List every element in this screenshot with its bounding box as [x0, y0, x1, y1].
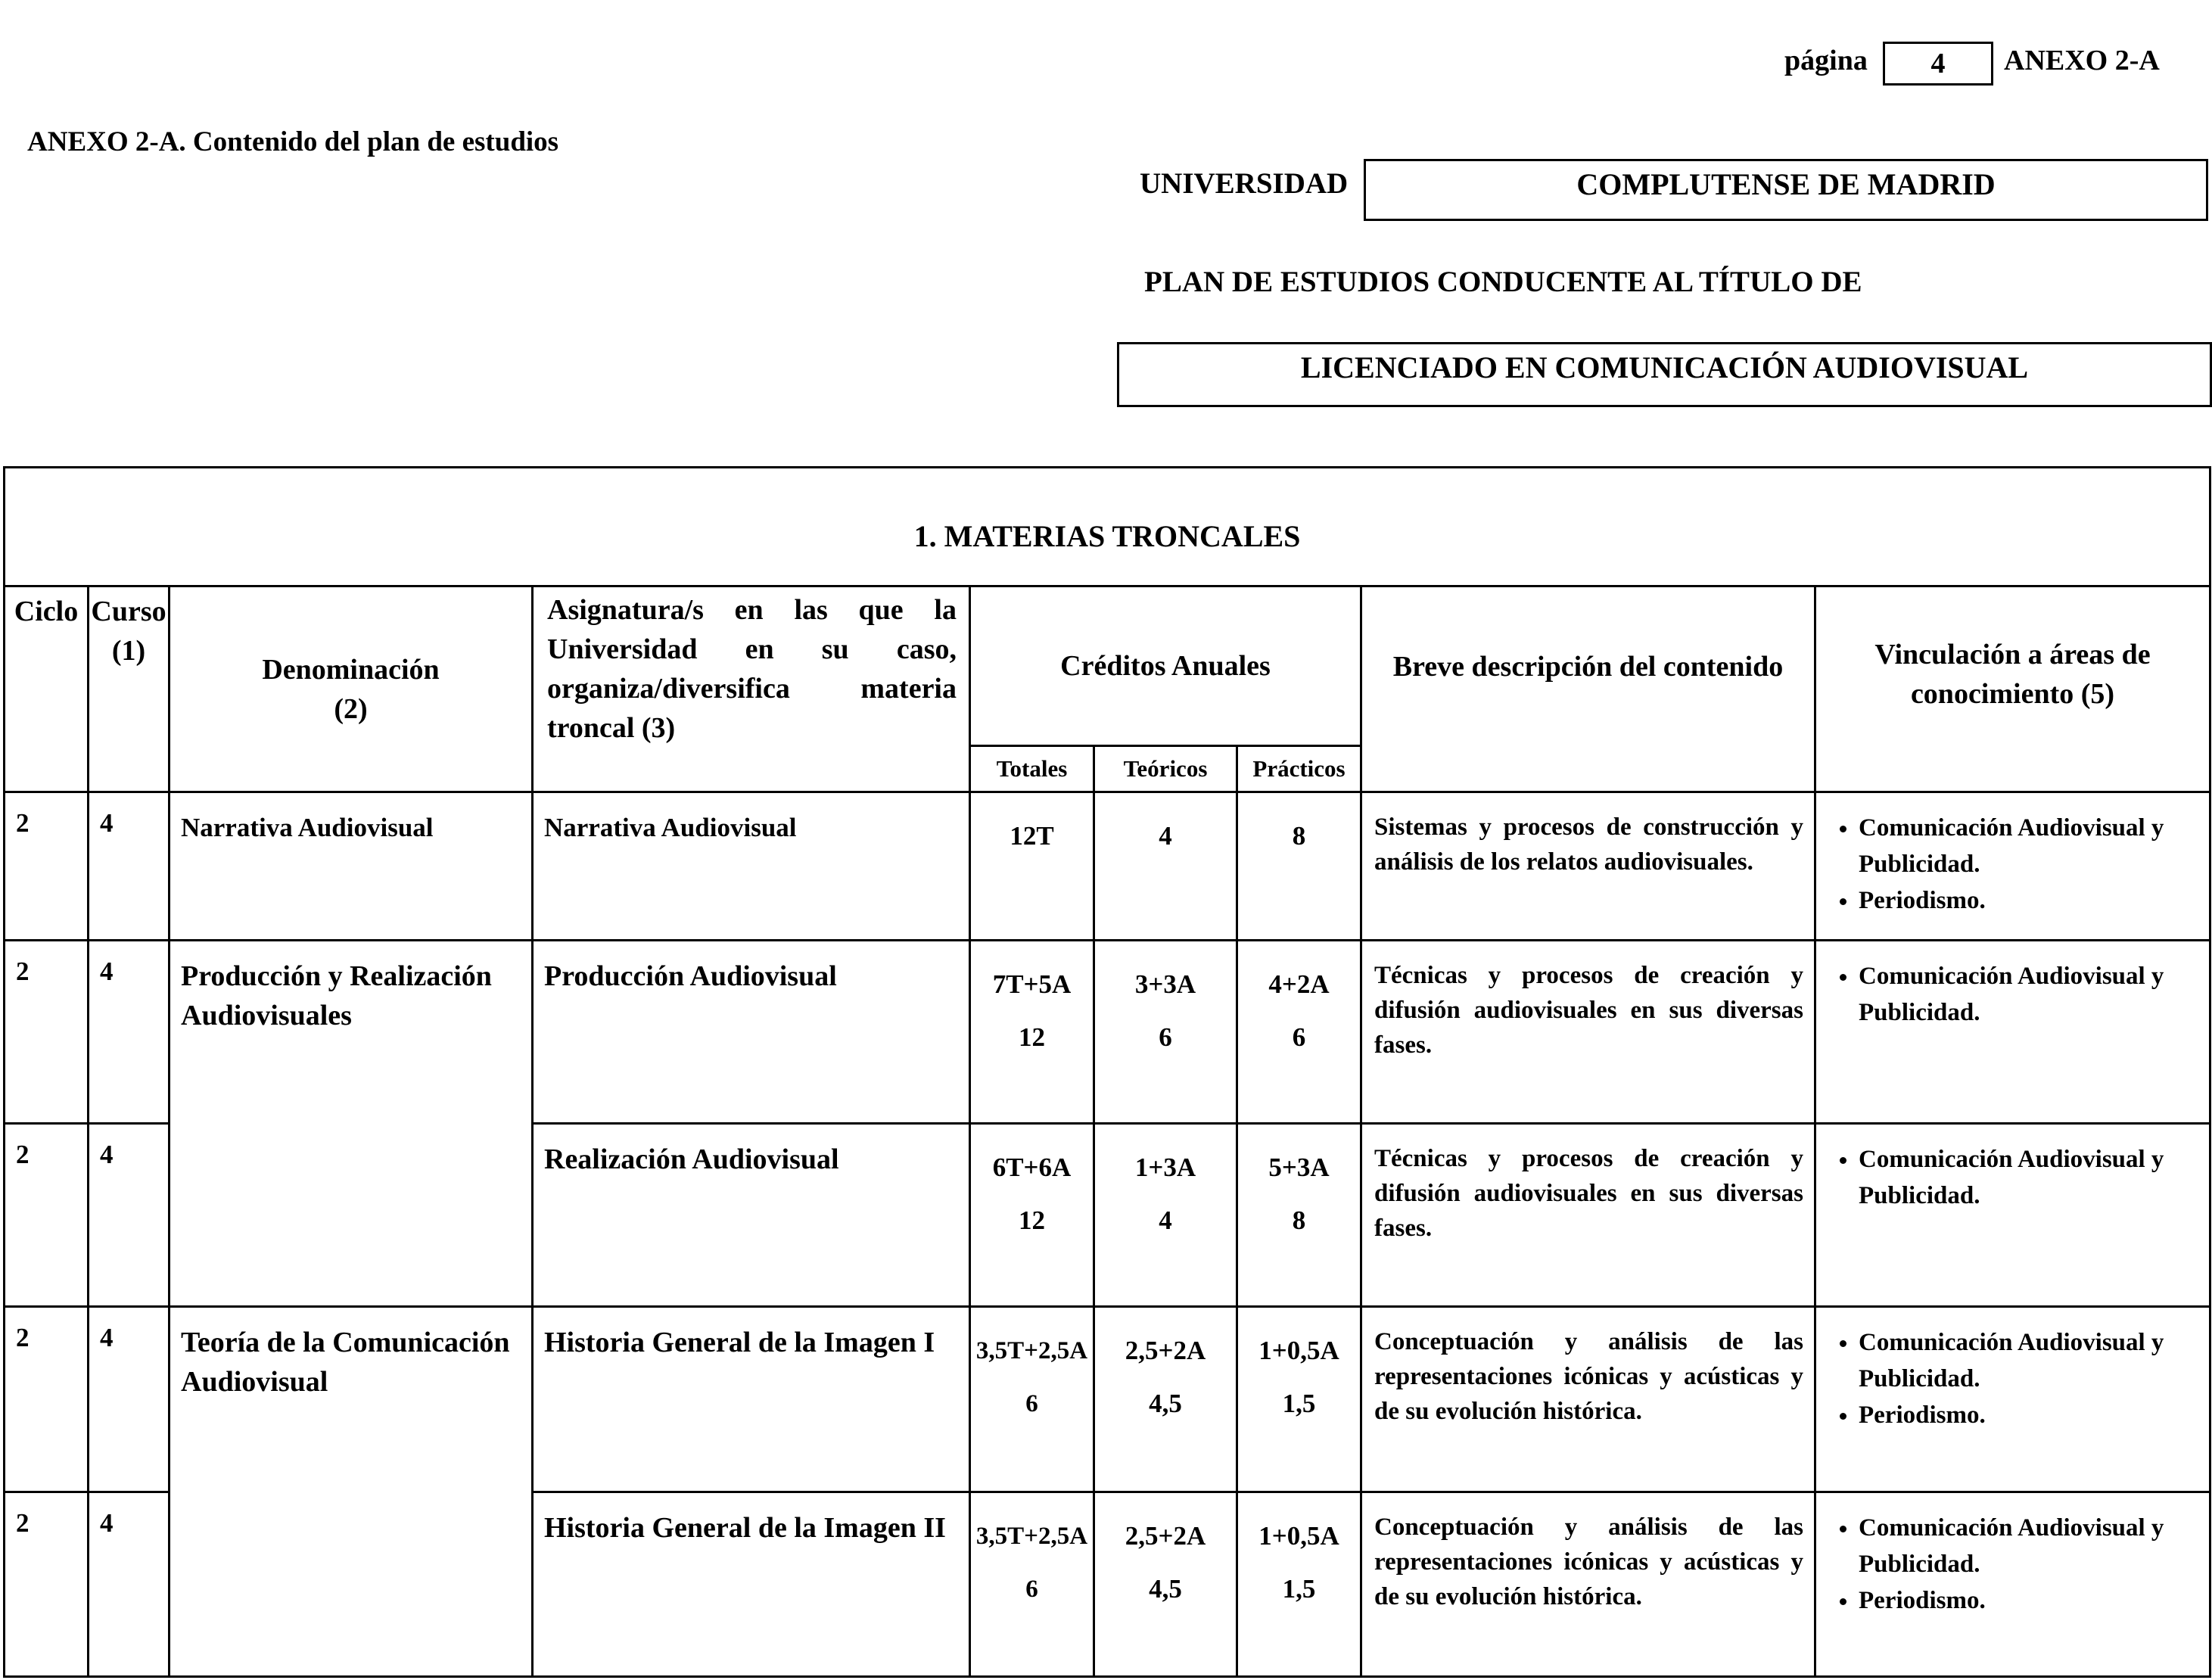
- cell-asignatura: Narrativa Audiovisual: [533, 792, 970, 941]
- university-name-box: COMPLUTENSE DE MADRID: [1364, 159, 2208, 221]
- table-row: [5, 941, 2210, 1124]
- cell-teoricos: 2,5+2A 4,5: [1094, 1492, 1237, 1677]
- page-number-box: 4: [1883, 42, 1993, 86]
- cell-areas: [1815, 1307, 2210, 1492]
- cell-asignatura: Realización Audiovisual: [533, 1124, 970, 1307]
- cell-teoricos: 1+3A 4: [1094, 1124, 1237, 1307]
- cell-ciclo: 2: [5, 792, 89, 941]
- area-item: • Comunicación Audiovisual y Publicidad.: [1859, 1510, 2203, 1582]
- cell-ciclo: 2: [5, 1492, 89, 1677]
- table-row: [5, 792, 2210, 941]
- section-title: 1. MATERIAS TRONCALES: [5, 468, 2210, 586]
- cell-totales: 7T+5A 12: [970, 941, 1094, 1124]
- header-curso: Curso (1): [89, 586, 170, 792]
- cell-ciclo: 2: [5, 1307, 89, 1492]
- page-label: página: [1784, 45, 1868, 76]
- area-item: • Comunicación Audiovisual y Publicidad.: [1859, 1324, 2203, 1397]
- cell-areas: [1815, 1492, 2210, 1677]
- cell-teoricos: 2,5+2A 4,5: [1094, 1307, 1237, 1492]
- area-item: • Periodismo.: [1859, 1397, 2203, 1433]
- header-asignatura: Asignatura/s en las que la Universidad en su caso, organiza/diversifica materia troncal (3): [533, 586, 970, 792]
- cell-ciclo: 2: [5, 1124, 89, 1307]
- cell-totales: 12T: [970, 792, 1094, 941]
- cell-ciclo: 2: [5, 941, 89, 1124]
- annex-title: ANEXO 2-A. Contenido del plan de estudios: [27, 126, 559, 157]
- area-item: • Comunicación Audiovisual y Publicidad.: [1859, 810, 2203, 882]
- plan-label: PLAN DE ESTUDIOS CONDUCENTE AL TÍTULO DE: [1144, 266, 1862, 298]
- cell-teoricos: 3+3A 6: [1094, 941, 1237, 1124]
- cell-asignatura: Historia General de la Imagen II: [533, 1492, 970, 1677]
- cell-descripcion: Técnicas y procesos de creación y difusión audiovisuales en sus diversas fases.: [1361, 941, 1815, 1124]
- cell-curso: 4: [89, 941, 170, 1124]
- cell-curso: 4: [89, 1124, 170, 1307]
- area-item: • Comunicación Audiovisual y Publicidad.: [1859, 958, 2203, 1031]
- cell-totales: 3,5T+2,5A 6: [970, 1307, 1094, 1492]
- cell-practicos: 1+0,5A 1,5: [1237, 1492, 1361, 1677]
- cell-teoricos: 4: [1094, 792, 1237, 941]
- cell-descripcion: Técnicas y procesos de creación y difusión audiovisuales en sus diversas fases.: [1361, 1124, 1815, 1307]
- header-vinculacion: Vinculación a áreas de conocimiento (5): [1815, 586, 2210, 792]
- header-ciclo: Ciclo: [5, 586, 89, 792]
- cell-totales: 3,5T+2,5A 6: [970, 1492, 1094, 1677]
- header-teoricos: Teóricos: [1094, 746, 1237, 792]
- cell-practicos: 1+0,5A 1,5: [1237, 1307, 1361, 1492]
- cell-asignatura: Producción Audiovisual: [533, 941, 970, 1124]
- cell-curso: 4: [89, 1307, 170, 1492]
- header-totales: Totales: [970, 746, 1094, 792]
- cell-denominacion: Teoría de la Comunicación Audiovisual: [170, 1307, 533, 1677]
- header-descripcion: Breve descripción del contenido: [1361, 586, 1815, 792]
- cell-practicos: 4+2A 6: [1237, 941, 1361, 1124]
- header-denominacion: Denominación (2): [170, 586, 533, 792]
- cell-areas: [1815, 1124, 2210, 1307]
- subjects-table: [3, 466, 2211, 1678]
- header-creditos: Créditos Anuales: [970, 586, 1361, 746]
- cell-practicos: 8: [1237, 792, 1361, 941]
- cell-areas: [1815, 941, 2210, 1124]
- university-label: UNIVERSIDAD: [1140, 167, 1349, 200]
- cell-asignatura: Historia General de la Imagen I: [533, 1307, 970, 1492]
- cell-descripcion: Conceptuación y análisis de las representaciones icónicas y acústicas y de su evolución histórica.: [1361, 1492, 1815, 1677]
- header-practicos: Prácticos: [1237, 746, 1361, 792]
- cell-descripcion: Sistemas y procesos de construcción y análisis de los relatos audiovisuales.: [1361, 792, 1815, 941]
- cell-areas: [1815, 792, 2210, 941]
- area-item: • Periodismo.: [1859, 882, 2203, 919]
- area-item: • Comunicación Audiovisual y Publicidad.: [1859, 1141, 2203, 1214]
- cell-denominacion: Narrativa Audiovisual: [170, 792, 533, 941]
- cell-descripcion: Conceptuación y análisis de las representaciones icónicas y acústicas y de su evolución histórica.: [1361, 1307, 1815, 1492]
- table-row: [5, 1307, 2210, 1492]
- annex-code: ANEXO 2-A: [2004, 45, 2160, 76]
- cell-curso: 4: [89, 792, 170, 941]
- cell-totales: 6T+6A 12: [970, 1124, 1094, 1307]
- cell-curso: 4: [89, 1492, 170, 1677]
- cell-practicos: 5+3A 8: [1237, 1124, 1361, 1307]
- area-item: • Periodismo.: [1859, 1582, 2203, 1619]
- cell-denominacion: Producción y Realización Audiovisuales: [170, 941, 533, 1307]
- degree-name-box: LICENCIADO EN COMUNICACIÓN AUDIOVISUAL: [1117, 342, 2212, 407]
